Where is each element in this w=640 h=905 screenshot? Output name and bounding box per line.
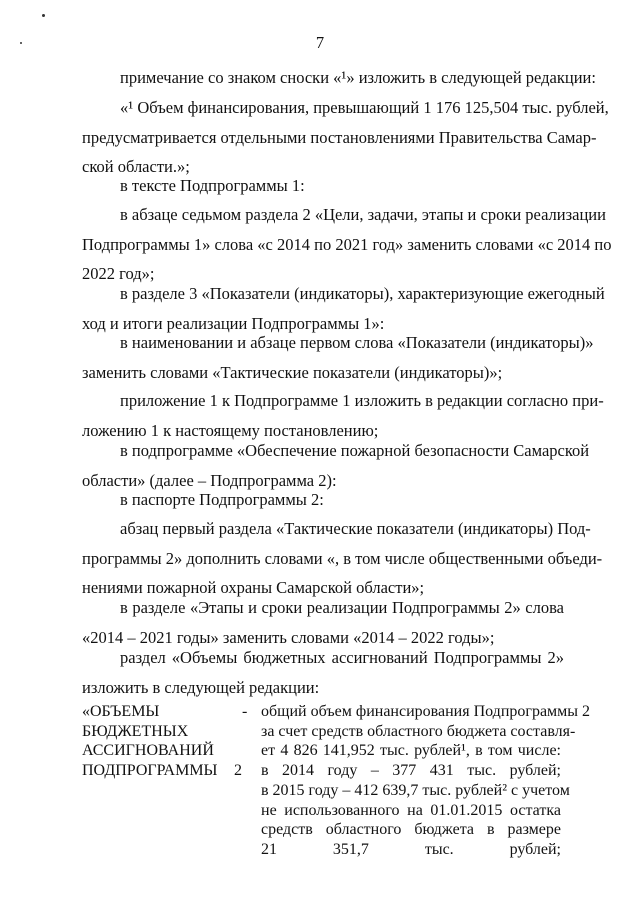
table-dash: -: [242, 703, 248, 720]
paragraph: [82, 485, 564, 515]
paragraph-line: ложению 1 к настоящему постановлению;: [82, 420, 379, 440]
paragraph: [82, 643, 564, 702]
paragraph-line: приложение 1 к Подпрограмме 1 изложить в редакции согласно при-: [120, 391, 604, 410]
paragraph-line: примечание со знаком сноски «¹» изложить в следующей редакции:: [120, 68, 596, 87]
table-right-line: в 2014 году – 377 431 тыс. рублей;: [261, 762, 561, 780]
table-left-line: «ОБЪЕМЫ: [82, 703, 160, 720]
scan-speck: [42, 14, 45, 17]
paragraph-line: раздел «Объемы бюджетных ассигнований Подпрограммы 2»: [120, 648, 564, 667]
table-left-line: ПОДПРОГРАММЫ 2: [82, 761, 242, 779]
paragraph-line: абзац первый раздела «Тактические показатели (индикаторы) Под-: [120, 519, 591, 538]
paragraph: [82, 171, 564, 201]
paragraph-line: предусматривается отдельными постановлениями Правительства Самар-: [82, 127, 597, 147]
paragraph-line: 2022 год»;: [82, 264, 155, 283]
paragraph: [82, 200, 612, 289]
paragraph-line: в наименовании и абзаце первом слова «Показатели (индикаторы)»: [120, 333, 594, 352]
paragraph-line: в разделе 3 «Показатели (индикаторы), характеризующие ежегодный: [120, 284, 605, 303]
paragraph-line: в разделе «Этапы и сроки реализации Подпрограммы 2» слова: [120, 598, 564, 617]
paragraph-line: нениями пожарной охраны Самарской области»;: [82, 578, 425, 597]
table-right-line: 21 351,7 тыс. рублей;: [261, 840, 561, 858]
paragraph: [82, 514, 603, 603]
table-left-line: БЮДЖЕТНЫХ: [82, 722, 189, 740]
paragraph-line: заменить словами «Тактические показатели (индикаторы)»;: [82, 362, 503, 382]
paragraph-line: в тексте Подпрограммы 1:: [120, 176, 305, 195]
table-right-line: за счет средств областного бюджета составля-: [261, 722, 576, 740]
paragraph-line: «¹ Объем финансирования, превышающий 1 176 125,504 тыс. рублей,: [120, 98, 609, 117]
paragraph-line: области» (далее – Подпрограмма 2):: [82, 470, 337, 490]
table-right-line: в 2015 году – 412 639,7 тыс. рублей² с учетом: [261, 781, 570, 799]
paragraph: [82, 93, 609, 182]
paragraph-line: Подпрограммы 1» слова «с 2014 по 2021 год» заменить словами «с 2014 по: [82, 234, 612, 254]
paragraph-line: ской области.»;: [82, 157, 190, 176]
table-right-line: не использованного на 01.01.2015 остатка: [261, 801, 561, 819]
paragraph-line: ход и итоги реализации Подпрограммы 1»:: [82, 313, 385, 333]
paragraph-line: «2014 – 2021 годы» заменить словами «2014 – 2022 годы»;: [82, 627, 495, 647]
page-number: 7: [315, 33, 325, 52]
table-right-cell: [261, 702, 591, 860]
table-right-line: общий объем финансирования Подпрограммы 2: [261, 703, 591, 720]
paragraph-line: программы 2» дополнить словами «, в том числе общественными объеди-: [82, 548, 603, 568]
paragraph: [82, 328, 594, 387]
table-left-line: АССИГНОВАНИЙ: [82, 742, 214, 759]
paragraph-line: в абзаце седьмом раздела 2 «Цели, задачи, этапы и сроки реализации: [120, 205, 606, 224]
paragraph-line: изложить в следующей редакции:: [82, 677, 320, 697]
paragraph-line: в паспорте Подпрограммы 2:: [120, 490, 324, 509]
table-right-line: ет 4 826 141,952 тыс. рублей¹, в том числе:: [261, 742, 561, 760]
table-left-cell: [82, 702, 242, 780]
paragraph-line: в подпрограмме «Обеспечение пожарной безопасности Самарской: [120, 441, 590, 460]
table-right-line: средств областного бюджета в размере: [261, 821, 561, 839]
paragraph: [82, 63, 596, 93]
